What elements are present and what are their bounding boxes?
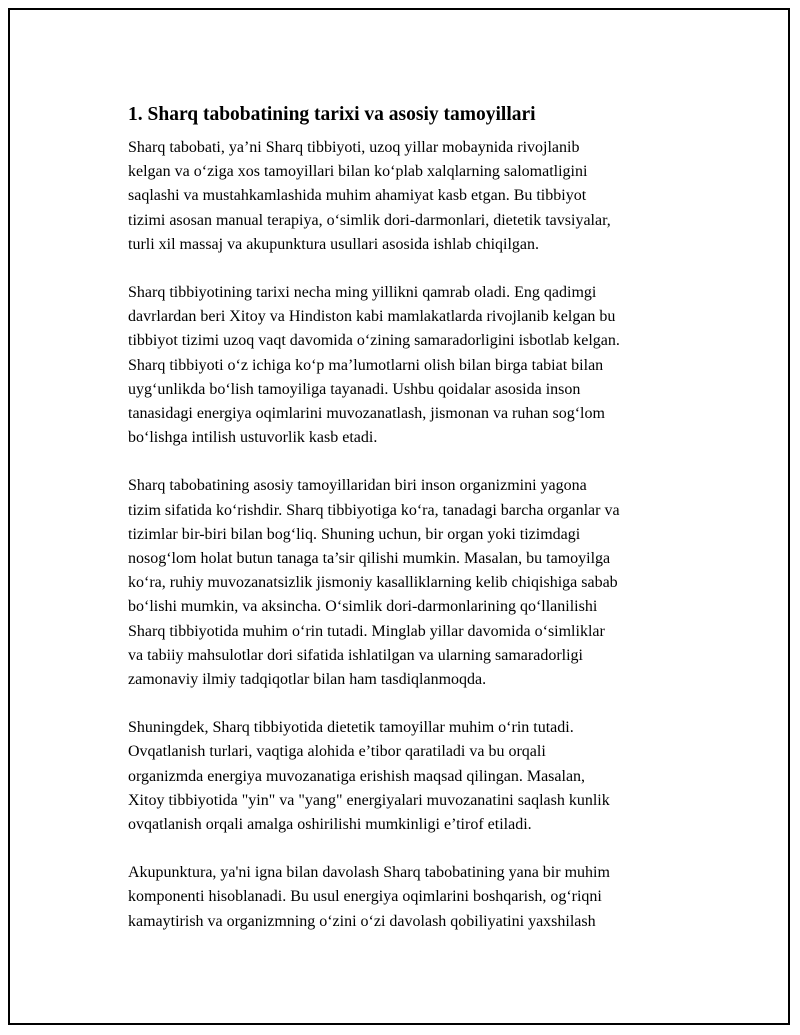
page-frame — [8, 8, 790, 1025]
paragraph-line: kelgan va oʻziga xos tamoyillari bilan koʻplab xalqlarning salomatligini — [128, 163, 588, 181]
paragraph-line: Shuningdek, Sharq tibbiyotida dietetik tamoyillar muhim oʻrin tutadi. — [128, 719, 574, 737]
paragraph-line: Sharq tibbiyoti oʻz ichiga koʻp ma’lumotlarni olish bilan birga tabiat bilan — [128, 356, 604, 374]
document-body — [128, 102, 708, 958]
paragraph-line: turli xil massaj va akupunktura usullari asosida ishlab chiqilgan. — [128, 235, 540, 253]
paragraph-line: Sharq tabobatining asosiy tamoyillaridan biri inson organizmini yagona — [128, 477, 587, 495]
paragraph-line: davrlardan beri Xitoy va Hindiston kabi mamlakatlarda rivojlanib kelgan bu — [128, 308, 616, 326]
paragraph-line: tibbiyot tizimi uzoq vaqt davomida oʻzining samaradorligini isbotlab kelgan. — [128, 332, 620, 350]
paragraph-line: kamaytirish va organizmning oʻzini oʻzi davolash qobiliyatini yaxshilash — [128, 912, 596, 930]
paragraph-line: va tabiiy mahsulotlar dori sifatida ishlatilgan va ularning samaradorligi — [128, 646, 583, 664]
paragraph-line: koʻra, ruhiy muvozanatsizlik jismoniy kasalliklarning kelib chiqishiga sabab — [128, 574, 618, 592]
paragraph-line: boʻlishga intilish ustuvorlik kasb etadi. — [128, 429, 378, 447]
paragraph-line: tizimlar bir-biri bilan bogʻliq. Shuning uchun, bir organ yoki tizimdagi — [128, 525, 581, 543]
paragraph-line: tizim sifatida koʻrishdir. Sharq tibbiyotiga koʻra, tanadagi barcha organlar va — [128, 501, 620, 519]
paragraph-line: Ovqatlanish turlari, vaqtiga alohida e’tibor qaratiladi va bu orqali — [128, 743, 546, 761]
paragraph-line: boʻlishi mumkin, va aksincha. Oʻsimlik dori-darmonlarining qoʻllanilishi — [128, 598, 598, 616]
paragraph-line: Sharq tibbiyotida muhim oʻrin tutadi. Minglab yillar davomida oʻsimliklar — [128, 622, 605, 640]
paragraph-line: tizimi asosan manual terapiya, oʻsimlik dori-darmonlari, dietetik tavsiyalar, — [128, 211, 611, 229]
paragraph-line: Xitoy tibbiyotida "yin" va "yang" energiyalari muvozanatini saqlash kunlik — [128, 791, 610, 809]
paragraph — [128, 716, 708, 837]
paragraph — [128, 861, 708, 934]
paragraph — [128, 474, 708, 692]
paragraph-line: ovqatlanish orqali amalga oshirilishi mumkinligi e’tirof etiladi. — [128, 816, 532, 834]
paragraph-line: tanasidagi energiya oqimlarini muvozanatlash, jismonan va ruhan sogʻlom — [128, 405, 605, 423]
paragraph-line: Sharq tabobati, ya’ni Sharq tibbiyoti, uzoq yillar mobaynida rivojlanib — [128, 139, 580, 156]
paragraph-line: organizmda energiya muvozanatiga erishish maqsad qilingan. Masalan, — [128, 767, 586, 785]
paragraph-list — [128, 136, 708, 934]
paragraph-line: saqlashi va mustahkamlashida muhim ahamiyat kasb etgan. Bu tibbiyot — [128, 187, 587, 205]
paragraph — [128, 136, 708, 257]
document-title: 1. Sharq tabobatining tarixi va asosiy tamoyillari — [128, 104, 536, 125]
paragraph-line: komponenti hisoblanadi. Bu usul energiya oqimlarini boshqarish, ogʻriqni — [128, 888, 602, 906]
paragraph-line: Akupunktura, ya'ni igna bilan davolash Sharq tabobatining yana bir muhim — [128, 864, 610, 882]
paragraph — [128, 281, 708, 450]
paragraph-line: Sharq tibbiyotining tarixi necha ming yillikni qamrab oladi. Eng qadimgi — [128, 284, 597, 302]
paragraph-line: uygʻunlikda boʻlish tamoyiliga tayanadi. Ushbu qoidalar asosida inson — [128, 380, 581, 398]
paragraph-line: zamonaviy ilmiy tadqiqotlar bilan ham tasdiqlanmoqda. — [128, 671, 487, 689]
paragraph-line: nosogʻlom holat butun tanaga ta’sir qilishi mumkin. Masalan, bu tamoyilga — [128, 550, 611, 568]
